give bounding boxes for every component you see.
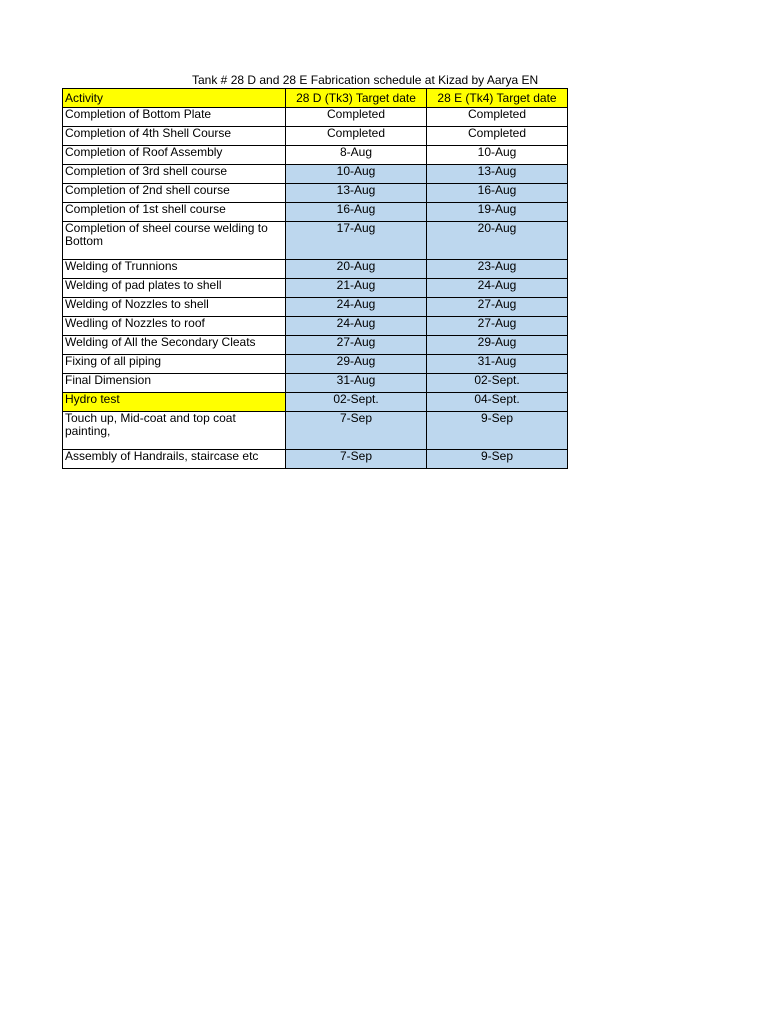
activity-cell[interactable]: Welding of pad plates to shell (63, 279, 286, 298)
tank-28d-date-cell[interactable]: 27-Aug (286, 336, 427, 355)
table-row (63, 355, 568, 374)
table-row (63, 127, 568, 146)
table-row (63, 146, 568, 165)
tank-28e-date-cell[interactable]: Completed (427, 127, 568, 146)
activity-cell[interactable]: Completion of 3rd shell course (63, 165, 286, 184)
tank-28e-date-cell[interactable]: 9-Sep (427, 412, 568, 450)
tank-28d-date-cell[interactable]: 17-Aug (286, 222, 427, 260)
tank-28d-date-cell[interactable]: 7-Sep (286, 412, 427, 450)
table-row (63, 260, 568, 279)
activity-cell[interactable]: Welding of Nozzles to shell (63, 298, 286, 317)
table-row (63, 412, 568, 450)
tank-28d-date-cell[interactable]: 02-Sept. (286, 393, 427, 412)
table-row (63, 108, 568, 127)
tank-28d-date-cell[interactable]: 10-Aug (286, 165, 427, 184)
activity-cell[interactable]: Hydro test (63, 393, 286, 412)
tank-28e-date-cell[interactable]: 23-Aug (427, 260, 568, 279)
sheet-title: Tank # 28 D and 28 E Fabrication schedule at Kizad by Aarya EN (192, 73, 539, 87)
tank-28d-date-cell[interactable]: 13-Aug (286, 184, 427, 203)
table-row (63, 203, 568, 222)
activity-cell[interactable]: Welding of All the Secondary Cleats (63, 336, 286, 355)
table-row (63, 374, 568, 393)
activity-cell[interactable]: Final Dimension (63, 374, 286, 393)
activity-cell[interactable]: Completion of 1st shell course (63, 203, 286, 222)
tank-28e-date-cell[interactable]: Completed (427, 108, 568, 127)
tank-28d-date-cell[interactable]: Completed (286, 108, 427, 127)
activity-cell[interactable]: Wedling of Nozzles to roof (63, 317, 286, 336)
header-28d-target-date[interactable]: 28 D (Tk3) Target date (286, 89, 427, 108)
tank-28e-date-cell[interactable]: 29-Aug (427, 336, 568, 355)
header-28e-target-date[interactable]: 28 E (Tk4) Target date (427, 89, 568, 108)
tank-28d-date-cell[interactable]: 29-Aug (286, 355, 427, 374)
tank-28d-date-cell[interactable]: 24-Aug (286, 317, 427, 336)
header-row (63, 89, 568, 108)
tank-28d-date-cell[interactable]: 24-Aug (286, 298, 427, 317)
tank-28e-date-cell[interactable]: 27-Aug (427, 298, 568, 317)
tank-28d-date-cell[interactable]: 7-Sep (286, 450, 427, 469)
table-row (63, 298, 568, 317)
table-row (63, 222, 568, 260)
table-row (63, 279, 568, 298)
tank-28e-date-cell[interactable]: 02-Sept. (427, 374, 568, 393)
activity-cell[interactable]: Completion of Roof Assembly (63, 146, 286, 165)
tank-28e-date-cell[interactable]: 20-Aug (427, 222, 568, 260)
tank-28e-date-cell[interactable]: 31-Aug (427, 355, 568, 374)
tank-28e-date-cell[interactable]: 16-Aug (427, 184, 568, 203)
tank-28d-date-cell[interactable]: 20-Aug (286, 260, 427, 279)
activity-cell[interactable]: Welding of Trunnions (63, 260, 286, 279)
activity-cell[interactable]: Completion of sheel course welding to Bottom (63, 222, 286, 260)
table-row (63, 165, 568, 184)
activity-cell[interactable]: Completion of Bottom Plate (63, 108, 286, 127)
header-activity[interactable]: Activity (63, 89, 286, 108)
table-row (63, 184, 568, 203)
schedule-table (62, 88, 568, 469)
table-row (63, 450, 568, 469)
tank-28d-date-cell[interactable]: 21-Aug (286, 279, 427, 298)
table-row (63, 336, 568, 355)
tank-28e-date-cell[interactable]: 19-Aug (427, 203, 568, 222)
activity-cell[interactable]: Completion of 4th Shell Course (63, 127, 286, 146)
tank-28e-date-cell[interactable]: 24-Aug (427, 279, 568, 298)
tank-28e-date-cell[interactable]: 13-Aug (427, 165, 568, 184)
tank-28e-date-cell[interactable]: 04-Sept. (427, 393, 568, 412)
activity-cell[interactable]: Completion of 2nd shell course (63, 184, 286, 203)
tank-28e-date-cell[interactable]: 10-Aug (427, 146, 568, 165)
tank-28d-date-cell[interactable]: 31-Aug (286, 374, 427, 393)
tank-28e-date-cell[interactable]: 27-Aug (427, 317, 568, 336)
activity-cell[interactable]: Fixing of all piping (63, 355, 286, 374)
activity-cell[interactable]: Assembly of Handrails, staircase etc (63, 450, 286, 469)
tank-28d-date-cell[interactable]: Completed (286, 127, 427, 146)
tank-28e-date-cell[interactable]: 9-Sep (427, 450, 568, 469)
tank-28d-date-cell[interactable]: 8-Aug (286, 146, 427, 165)
table-row (63, 317, 568, 336)
activity-cell[interactable]: Touch up, Mid-coat and top coat painting, (63, 412, 286, 450)
table-row (63, 393, 568, 412)
tank-28d-date-cell[interactable]: 16-Aug (286, 203, 427, 222)
